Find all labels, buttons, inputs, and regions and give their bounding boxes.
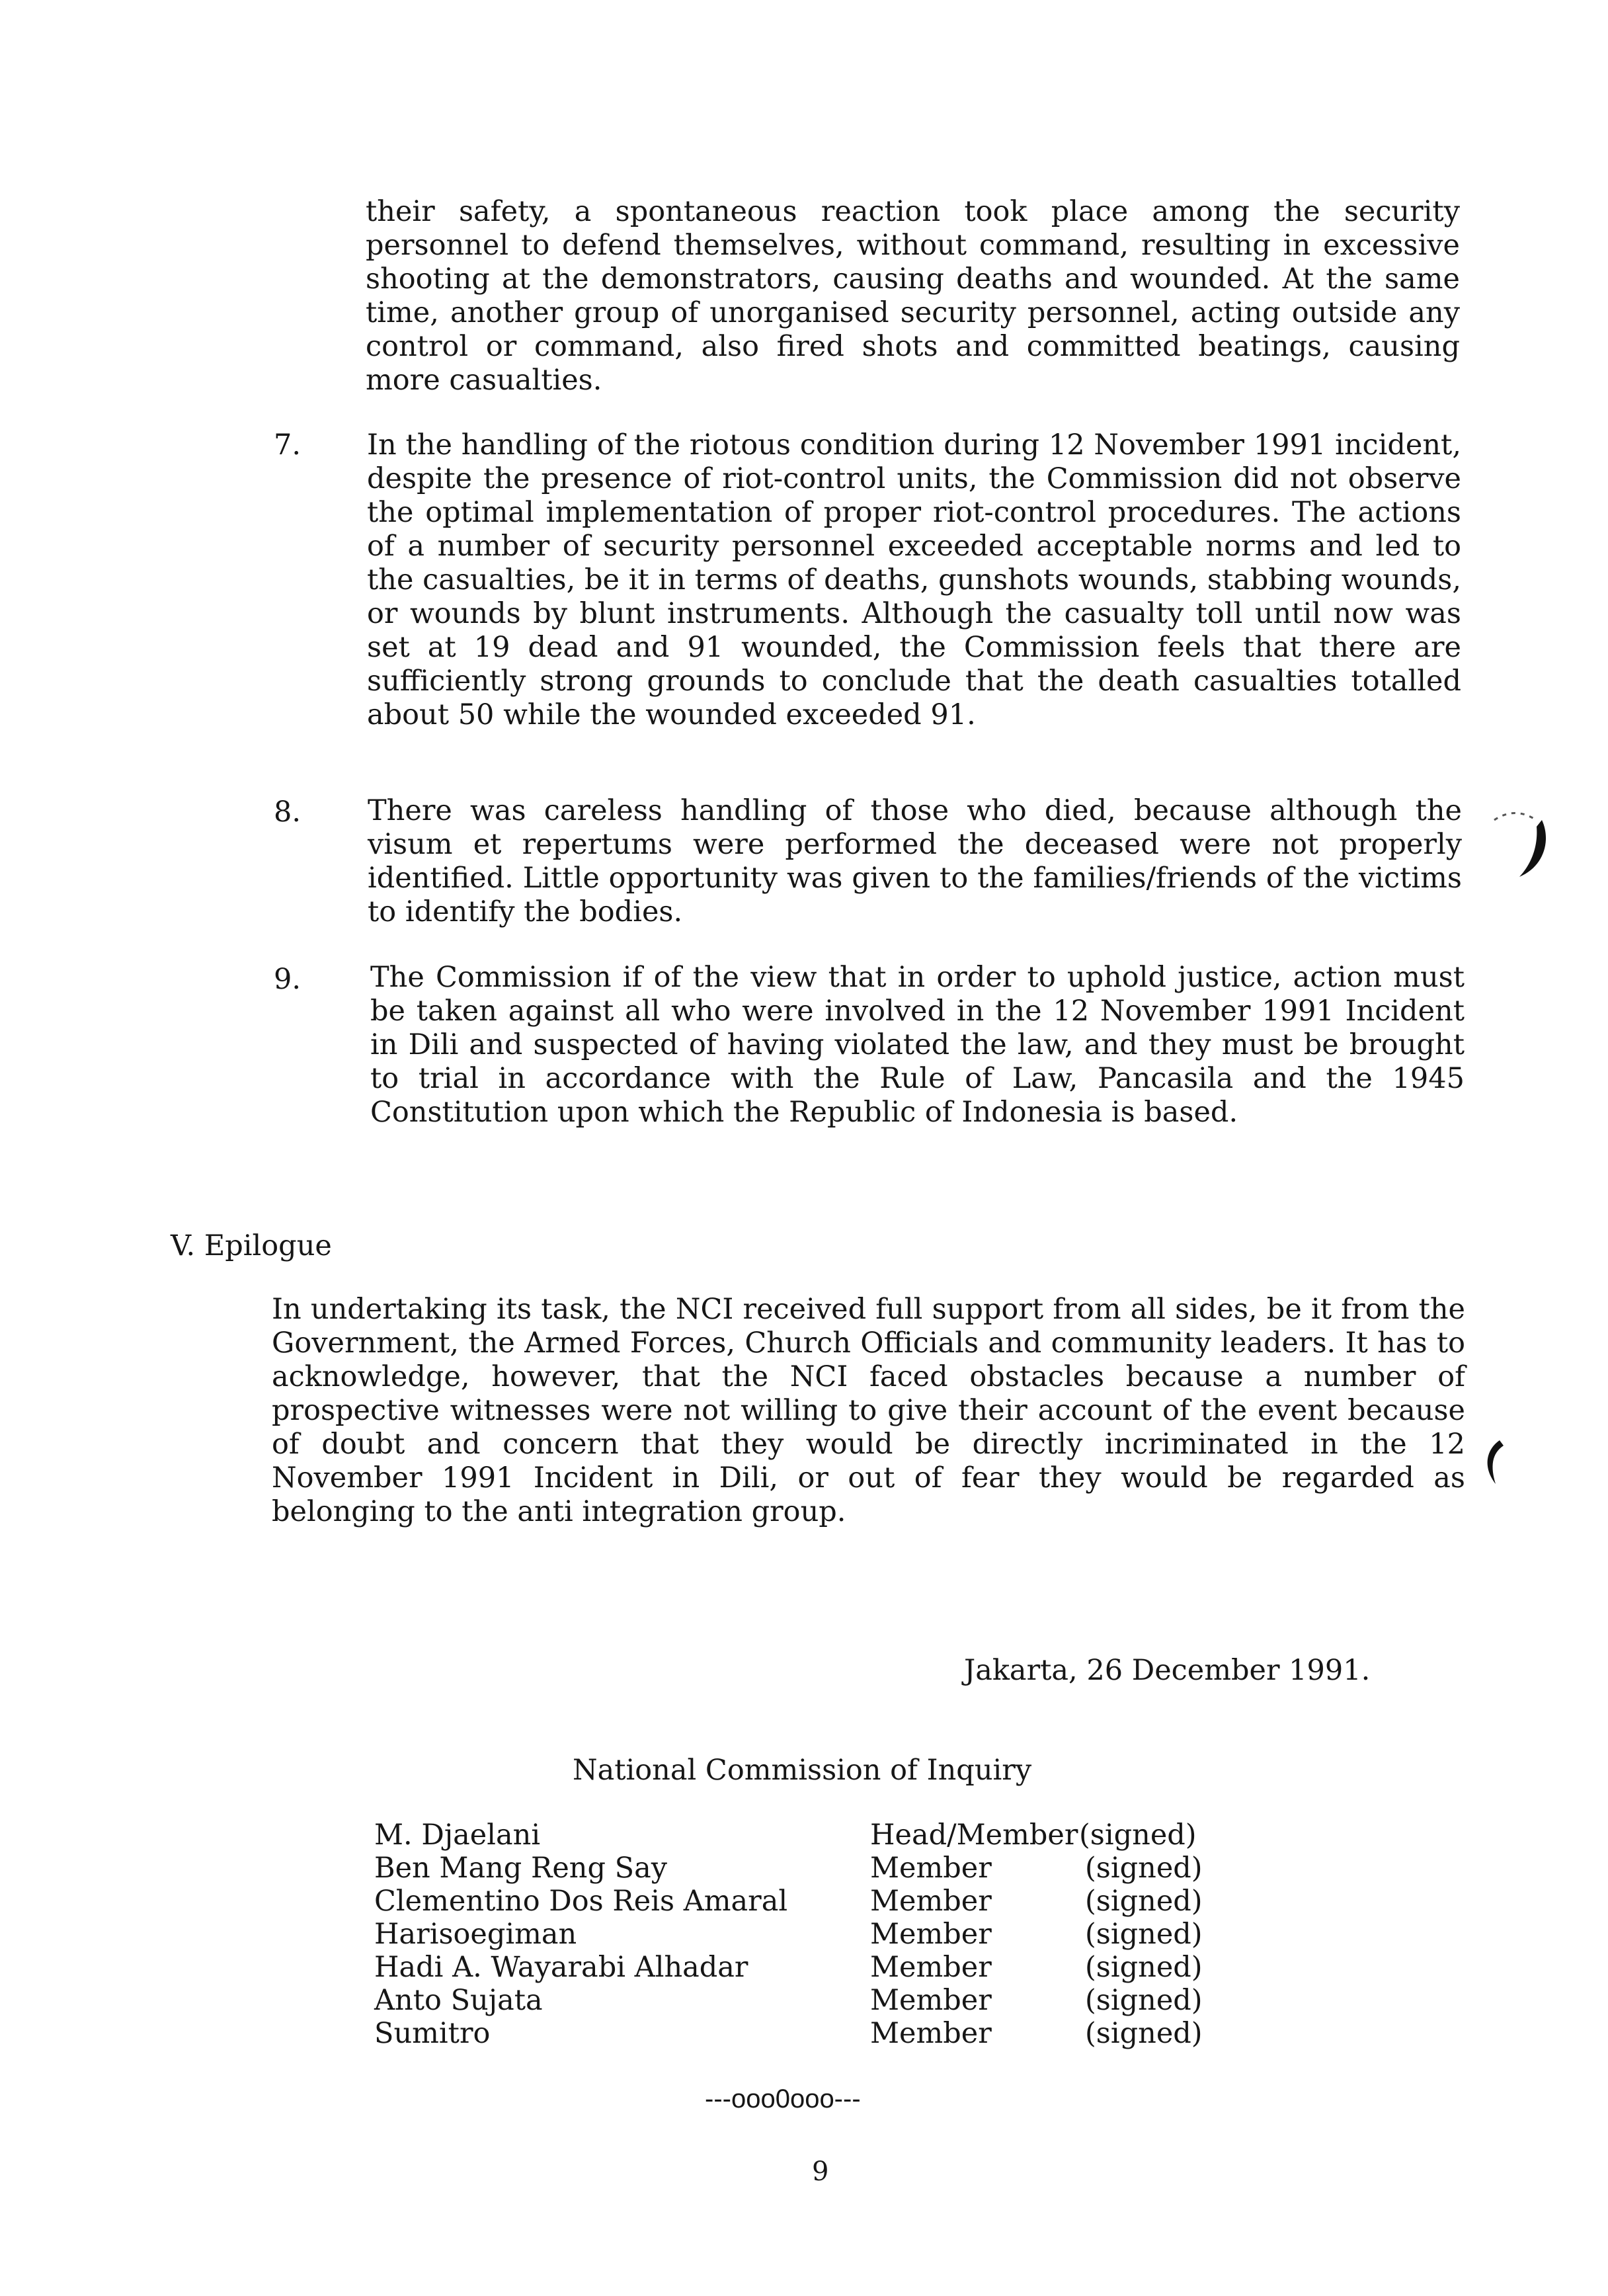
signatory-name: Harisoegiman (374, 1918, 577, 1951)
signatory-status: (signed) (1085, 1984, 1203, 2017)
signatory-role: Member (870, 2017, 992, 2050)
signatory-row (374, 2017, 1234, 2050)
signatory-status: (signed) (1085, 1885, 1203, 1918)
continuation-paragraph: their safety, a spontaneous reaction took place among the security personnel to defend themselves, without command, resulting in excessive shooting at the demonstrators, causing deaths and wounded. At the same time, another group of unorganised security personnel, acting outside any control or command, also fired shots and committed beatings, causing more casualties. (366, 195, 1460, 397)
finding-8-text: There was careless handling of those who died, because although the visum et repertums were performed the deceased were not properly identified. Little opportunity was given to the families/friends of the victims to identify the bodies. (368, 794, 1462, 928)
signatory-name: Ben Mang Reng Say (374, 1852, 668, 1885)
signatory-row (374, 1984, 1234, 2017)
binding-hole-mark-upper (1481, 800, 1560, 886)
signatory-row (374, 1918, 1234, 1951)
signatory-name: M. Djaelani (374, 1819, 541, 1852)
signatory-name: Sumitro (374, 2017, 491, 2050)
signatory-row (374, 1852, 1234, 1885)
finding-7-number: 7. (274, 429, 302, 462)
signatory-list (374, 1819, 1234, 2050)
signatory-name: Anto Sujata (374, 1984, 543, 2017)
finding-9-text: The Commission if of the view that in order to uphold justice, action must be taken against all who were involved in the 12 November 1991 Incident in Dili and suspected of having violated the law, and they must be brought to trial in accordance with the Rule of Law, Pancasila and the 1945 Constitution upon which the Republic of Indonesia is based. (370, 961, 1465, 1129)
finding-7-text: In the handling of the riotous condition during 12 November 1991 incident, despite the presence of riot-control units, the Commission did not observe the optimal implementation of proper riot-control procedures. The actions of a number of security personnel exceeded acceptable norms and led to the casualties, be it in terms of deaths, gunshots wounds, stabbing wounds, or wounds by blunt instruments. Although the casualty toll until now was set at 19 dead and 91 wounded, the Commission feels that there are sufficiently strong grounds to conclude that the death casualties totalled about 50 while the wounded exceeded 91. (367, 429, 1461, 731)
commission-title: National Commission of Inquiry (573, 1754, 1032, 1787)
signatory-status: (signed) (1085, 1918, 1203, 1951)
end-mark: ---ooo0ooo--- (705, 2084, 861, 2113)
finding-8-number: 8. (274, 796, 302, 829)
signatory-role: Member (870, 1852, 992, 1885)
signatory-role: Member (870, 1918, 992, 1951)
signatory-status: (signed) (1085, 2017, 1203, 2050)
signatory-role: Head/Member (870, 1819, 1078, 1852)
signatory-row (374, 1885, 1234, 1918)
page-number: 9 (812, 2156, 829, 2187)
signatory-row (374, 1951, 1234, 1984)
signatory-status: (signed) (1079, 1819, 1197, 1852)
signatory-status: (signed) (1085, 1852, 1203, 1885)
place-date: Jakarta, 26 December 1991. (964, 1654, 1371, 1687)
signatory-status: (signed) (1085, 1951, 1203, 1984)
signatory-role: Member (870, 1885, 992, 1918)
signatory-name: Clementino Dos Reis Amaral (374, 1885, 788, 1918)
epilogue-text: In undertaking its task, the NCI received full support from all sides, be it from the Government, the Armed Forces, Church Officials and community leaders. It has to acknowledge, however, that the NCI faced obstacles because a number of prospective witnesses were not willing to give their account of the event because of doubt and concern that they would be directly incriminated in the 12 November 1991 Incident in Dili, or out of fear they would be regarded as belonging to the anti integration group. (272, 1293, 1465, 1528)
signatory-role: Member (870, 1984, 992, 2017)
epilogue-heading: V. Epilogue (171, 1229, 332, 1262)
binding-hole-mark-lower (1473, 1427, 1513, 1500)
signatory-row (374, 1819, 1234, 1852)
signatory-name: Hadi A. Wayarabi Alhadar (374, 1951, 748, 1984)
signatory-role: Member (870, 1951, 992, 1984)
finding-9-number: 9. (274, 963, 302, 996)
